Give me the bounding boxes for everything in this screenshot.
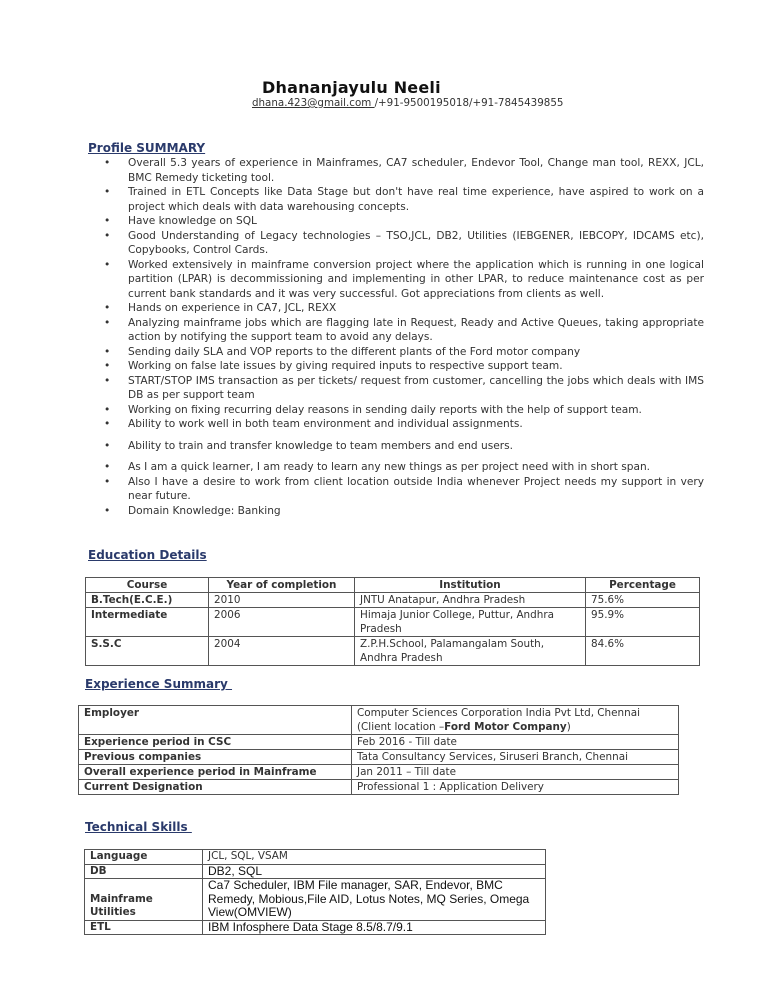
summary-item: • Trained in ETL Concepts like Data Stage but don't have real time experience, have aspired to work on a project which deals with data warehousing concepts.: [104, 185, 704, 214]
summary-item: • Domain Knowledge: Banking: [104, 504, 704, 519]
education-table: [85, 577, 700, 666]
table-row: [86, 637, 700, 666]
table-cell: Experience period in CSC: [79, 735, 352, 750]
table-cell: 2004: [209, 637, 355, 666]
summary-item: • START/STOP IMS transaction as per tickets/ request from customer, cancelling the jobs which deals with IMS DB as per support team: [104, 374, 704, 403]
column-header: Year of completion: [209, 578, 355, 593]
table-row: [85, 920, 546, 935]
table-cell: Language: [85, 850, 203, 865]
experience-table: [78, 705, 679, 795]
summary-item: • Ability to train and transfer knowledge to team members and end users.: [104, 439, 704, 454]
summary-item: • Worked extensively in mainframe conversion project where the application which is running in one logical partition (LPAR) is decommissioning and implementing in other LPAR, to reduce maintenance cost as per current bank standards and it was very successful. Got appreciations from clients as well.: [104, 258, 704, 302]
table-row: [79, 780, 679, 795]
table-cell: Current Designation: [79, 780, 352, 795]
summary-item: • Working on fixing recurring delay reasons in sending daily reports with the help of support team.: [104, 403, 704, 418]
column-header: Course: [86, 578, 209, 593]
contact-line: [252, 97, 563, 109]
summary-item: • Sending daily SLA and VOP reports to the different plants of the Ford motor company: [104, 345, 704, 360]
client-suffix: ): [566, 721, 571, 733]
table-cell: DB2, SQL: [203, 864, 546, 879]
summary-item: • Overall 5.3 years of experience in Mainframes, CA7 scheduler, Endevor Tool, Change man tool, REXX, JCL, BMC Remedy ticketing tool.: [104, 156, 704, 185]
table-cell: Z.P.H.School, Palamangalam South, Andhra Pradesh: [355, 637, 586, 666]
table-cell: Tata Consultancy Services, Siruseri Branch, Chennai: [352, 750, 679, 765]
summary-item: • Analyzing mainframe jobs which are flagging late in Request, Ready and Active Queues, taking appropriate action by notifying the support team to avoid any delays.: [104, 316, 704, 345]
table-cell: Himaja Junior College, Puttur, Andhra Pradesh: [355, 608, 586, 637]
summary-item: • Also I have a desire to work from client location outside India whenever Project needs my support in very near future.: [104, 475, 704, 504]
candidate-name: Dhananjayulu Neeli: [262, 78, 441, 97]
summary-item: • Ability to work well in both team environment and individual assignments.: [104, 417, 704, 432]
table-cell: Intermediate: [86, 608, 209, 637]
client-name: Ford Motor Company: [444, 721, 567, 733]
employer-name: Computer Sciences Corporation India Pvt Ltd, Chennai: [357, 707, 640, 719]
table-header-row: [86, 578, 700, 593]
column-header: Percentage: [586, 578, 700, 593]
table-cell: 84.6%: [586, 637, 700, 666]
table-cell: Previous companies: [79, 750, 352, 765]
summary-item: • Working on false late issues by giving required inputs to respective support team.: [104, 359, 704, 374]
table-row: [86, 608, 700, 637]
table-row: [85, 864, 546, 879]
summary-item: • Have knowledge on SQL: [104, 214, 704, 229]
table-row: [86, 593, 700, 608]
table-cell: DB: [85, 864, 203, 879]
table-cell: JNTU Anatapur, Andhra Pradesh: [355, 593, 586, 608]
profile-summary-title: Profile SUMMARY: [88, 141, 206, 155]
summary-item: • As I am a quick learner, I am ready to learn any new things as per project need with in short span.: [104, 460, 704, 475]
phone-numbers: /+91-9500195018/+91-7845439855: [374, 97, 564, 109]
table-row: [79, 765, 679, 780]
table-cell: 75.6%: [586, 593, 700, 608]
technical-skills-table: [84, 849, 546, 935]
profile-summary-list: [104, 156, 704, 518]
table-row: [85, 850, 546, 865]
table-cell: JCL, SQL, VSAM: [203, 850, 546, 865]
table-row: [79, 750, 679, 765]
table-row: [79, 706, 679, 735]
table-cell: IBM Infosphere Data Stage 8.5/8.7/9.1: [203, 920, 546, 935]
table-cell: Employer: [79, 706, 352, 735]
education-title: Education Details: [88, 548, 207, 562]
table-cell: Professional 1 : Application Delivery: [352, 780, 679, 795]
table-cell: S.S.C: [86, 637, 209, 666]
table-row: [79, 735, 679, 750]
table-cell: Mainframe Utilities: [85, 879, 203, 921]
employer-cell: [352, 706, 679, 735]
email-link[interactable]: dhana.423@gmail.com: [252, 97, 375, 109]
table-cell: 95.9%: [586, 608, 700, 637]
table-cell: B.Tech(E.C.E.): [86, 593, 209, 608]
column-header: Institution: [355, 578, 586, 593]
table-cell: 2010: [209, 593, 355, 608]
table-cell: Overall experience period in Mainframe: [79, 765, 352, 780]
table-cell: Jan 2011 – Till date: [352, 765, 679, 780]
summary-item: • Hands on experience in CA7, JCL, REXX: [104, 301, 704, 316]
table-cell: Feb 2016 - Till date: [352, 735, 679, 750]
summary-item: • Good Understanding of Legacy technologies – TSO,JCL, DB2, Utilities (IEBGENER, IEBCOPY, IDCAMS etc), Copybooks, Control Cards.: [104, 229, 704, 258]
technical-skills-title: Technical Skills: [85, 820, 192, 834]
table-cell: 2006: [209, 608, 355, 637]
table-cell: ETL: [85, 920, 203, 935]
client-prefix: (Client location –: [357, 721, 445, 733]
experience-title: Experience Summary: [85, 677, 233, 691]
table-row: [85, 879, 546, 921]
client-location: [357, 720, 673, 734]
table-cell: Ca7 Scheduler, IBM File manager, SAR, Endevor, BMC Remedy, Mobious,File AID, Lotus Notes, MQ Series, Omega View(OMVIEW): [203, 879, 546, 921]
